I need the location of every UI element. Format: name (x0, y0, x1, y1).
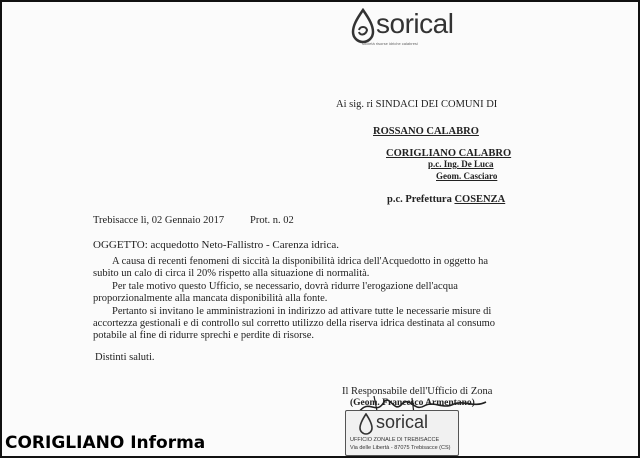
addressee-line: Ai sig. ri SINDACI DEI COMUNI DI (336, 99, 498, 110)
stamp-address: Via delle Libertà - 87075 Trebisacce (CS) (350, 445, 451, 451)
logo-tagline: società risorse idriche calabresi (362, 41, 418, 46)
date-place: Trebisacce lì, 02 Gennaio 2017 (93, 215, 225, 226)
signature-name: (Geom. Francesco Armentano) (350, 398, 475, 408)
paragraph-3-line-3: potabile al fine di ridurre sprechi e perdite di risorse. (93, 330, 315, 341)
paragraph-2-line-2: proporzionalmente alla mancata disponibilità alla fonte. (93, 293, 328, 304)
recipient-rossano: ROSSANO CALABRO (373, 126, 479, 137)
cc-de-luca: p.c. Ing. De Luca (428, 159, 494, 169)
closing: Distinti saluti. (95, 352, 155, 363)
prefettura-prefix: p.c. Prefettura (387, 194, 452, 205)
cc-casciaro: Geom. Casciaro (436, 171, 498, 181)
recipient-corigliano: CORIGLIANO CALABRO (386, 148, 512, 159)
prefettura-city: COSENZA (454, 194, 506, 205)
subject-line: OGGETTO: acquedotto Neto-Fallistro - Carenza idrica. (93, 239, 339, 251)
paragraph-3-line-2: accortezza gestionali e di controllo sul corretto utilizzo della riserva idrica destinata al consumo (93, 318, 496, 329)
water-drop-icon (350, 8, 376, 44)
logo-wordmark: sorical (376, 8, 454, 39)
caption-overlay: CORIGLIANO Informa (5, 433, 206, 453)
sorical-logo (348, 8, 478, 48)
paragraph-1-line-1: A causa di recenti fenomeni di siccità la disponibilità idrica dell'Acquedotto in oggetto ha (112, 256, 488, 267)
stamp-drop-icon (358, 413, 374, 435)
paragraph-2-line-1: Per tale motivo questo Ufficio, se necessario, dovrà ridurre l'erogazione dell'acqua (112, 281, 458, 292)
cc-prefettura (387, 194, 505, 206)
stamp-wordmark: sorical (376, 412, 429, 432)
stamp-office: UFFICIO ZONALE DI TREBISACCE (350, 437, 440, 443)
office-stamp (345, 410, 459, 456)
paragraph-3-line-1: Pertanto si invitano le amministrazioni in indirizzo ad attivare tutte le necessarie misure di (112, 306, 492, 317)
paragraph-1-line-2: subito un calo di circa il 20% rispetto alla situazione di normalità. (93, 268, 370, 279)
signature-title: Il Responsabile dell'Ufficio di Zona (342, 386, 493, 397)
protocol-number: Prot. n. 02 (250, 215, 294, 226)
